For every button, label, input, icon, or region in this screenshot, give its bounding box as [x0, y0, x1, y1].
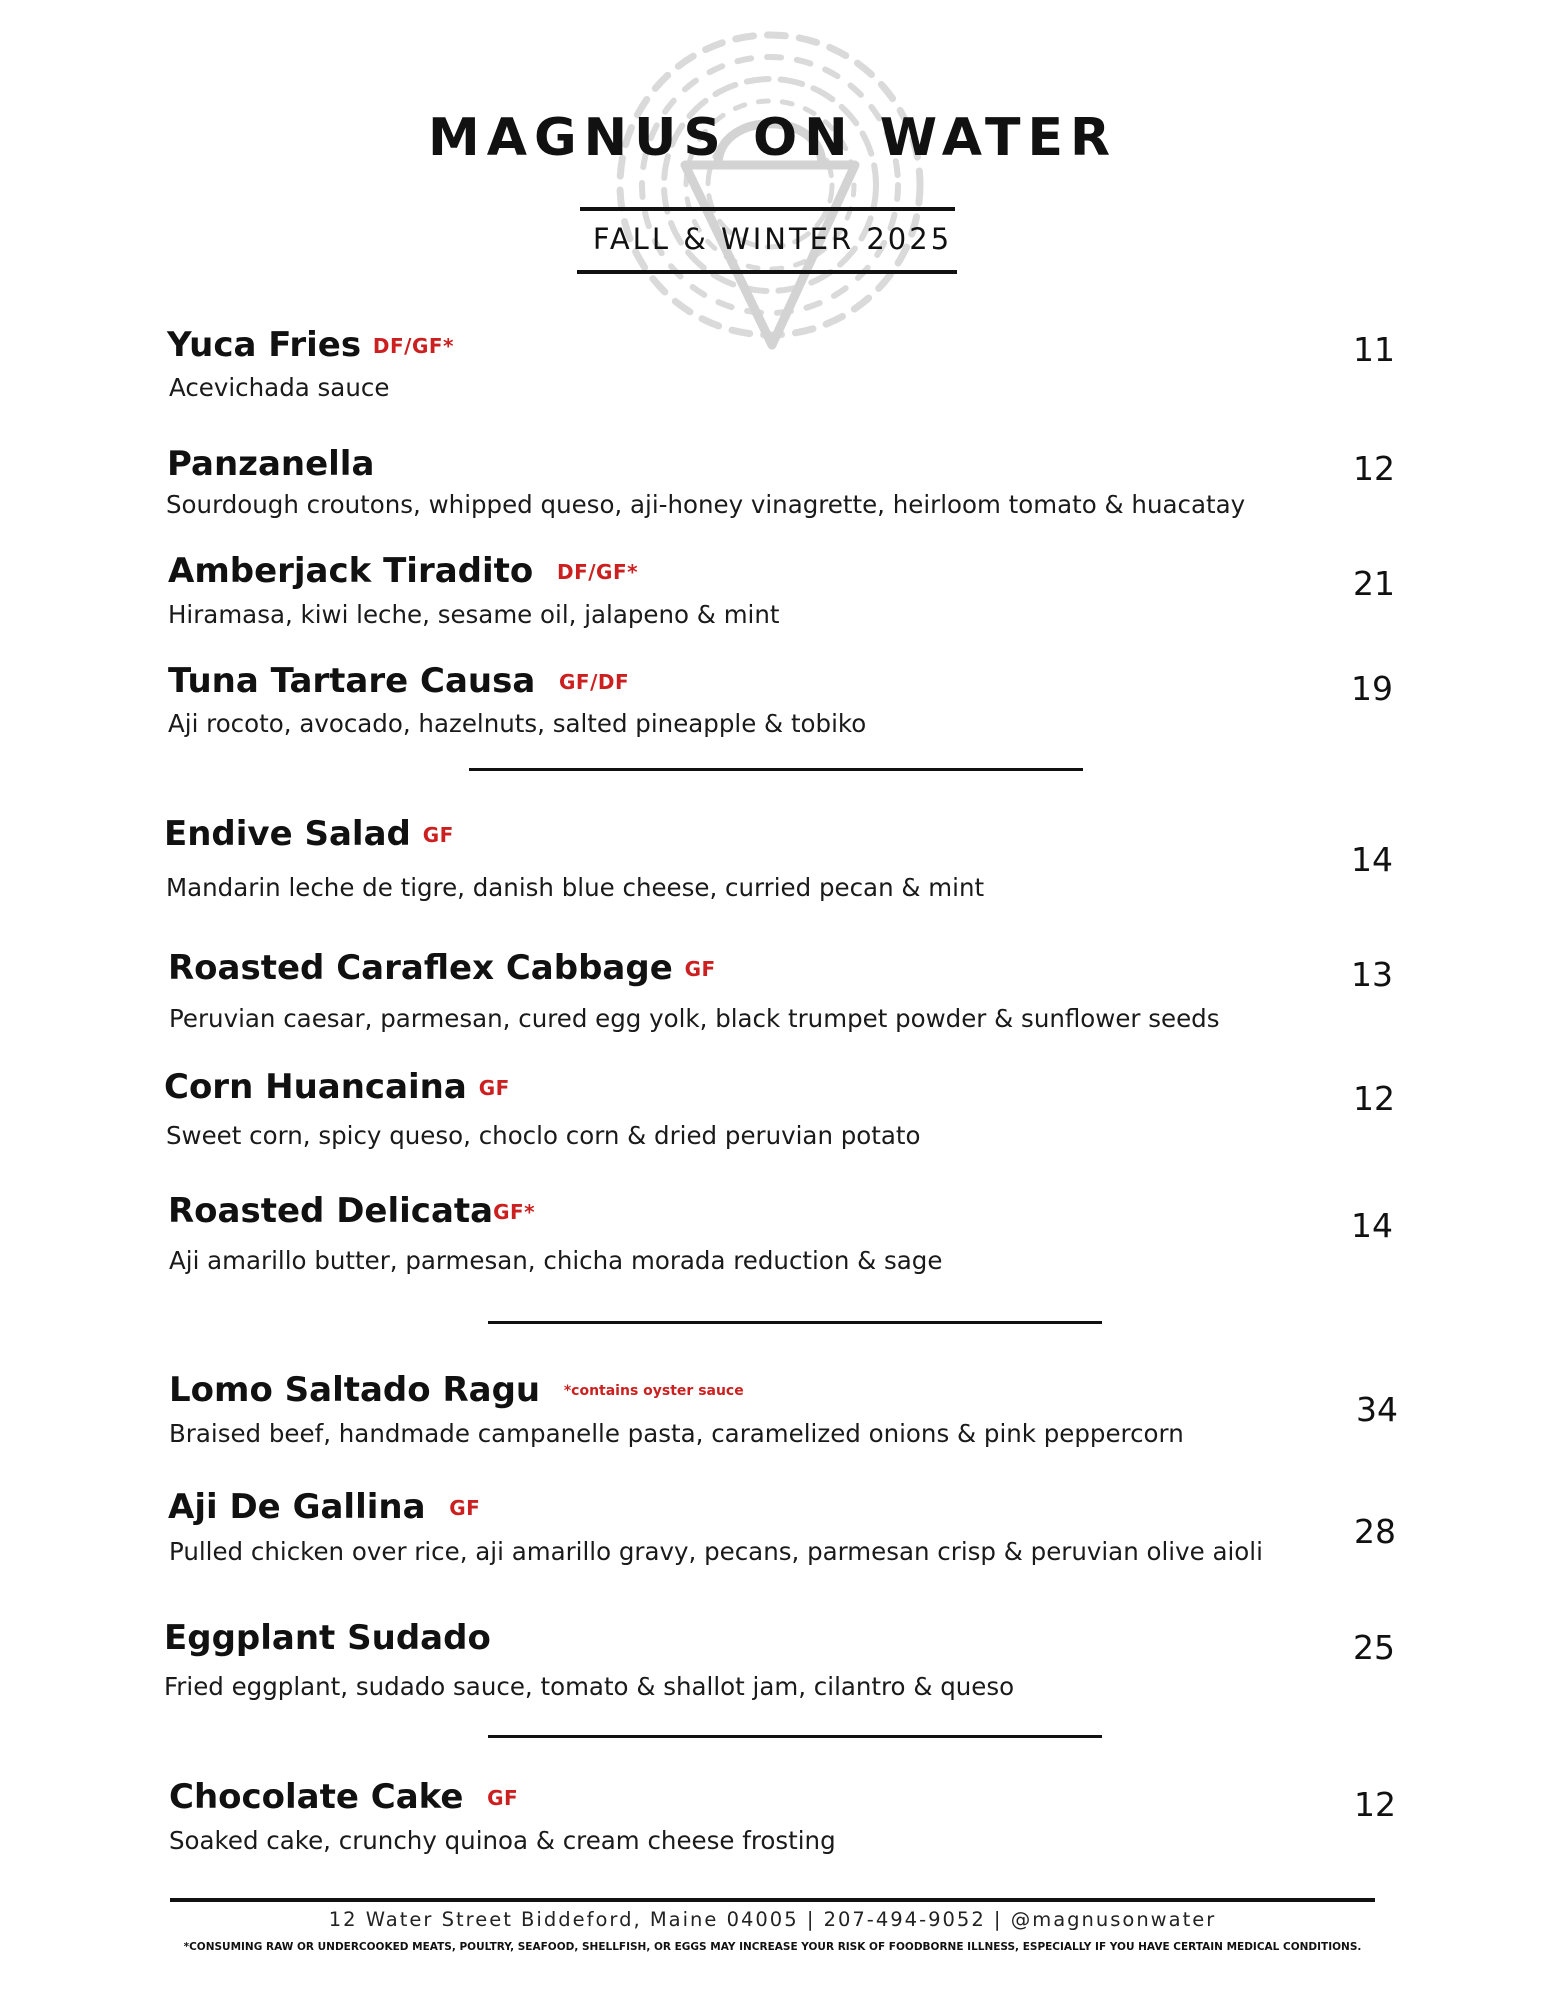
menu-item-name: Tuna Tartare Causa GF/DF	[168, 661, 630, 701]
menu-item-description: Aji rocoto, avocado, hazelnuts, salted pineapple & tobiko	[168, 709, 867, 738]
menu-item-price: 12	[1353, 449, 1395, 488]
menu-item-name: Corn Huancaina GF	[164, 1067, 510, 1107]
menu-item-description: Fried eggplant, sudado sauce, tomato & shallot jam, cilantro & queso	[164, 1672, 1015, 1701]
menu-item-description: Hiramasa, kiwi leche, sesame oil, jalapeno & mint	[168, 600, 780, 629]
menu-item-name: Roasted Caraflex Cabbage GF	[168, 948, 716, 988]
dietary-tag: GF	[487, 1786, 519, 1810]
dietary-tag: GF/DF	[559, 670, 630, 694]
menu-item-name: Lomo Saltado Ragu *contains oyster sauce	[169, 1370, 744, 1410]
footer-address: 12 Water Street Biddeford, Maine 04005 | 207-494-9052 | @magnusonwater	[328, 1908, 1217, 1931]
menu-item-price: 11	[1353, 330, 1395, 369]
menu-item-price: 34	[1356, 1390, 1398, 1429]
menu-item-name: Eggplant Sudado	[164, 1618, 491, 1658]
section-divider	[469, 768, 1083, 771]
menu-item-price: 12	[1353, 1079, 1395, 1118]
season-subtitle: FALL & WINTER 2025	[592, 222, 953, 256]
header-rule-bottom	[577, 270, 957, 274]
menu-item-name: Roasted DelicataGF*	[168, 1191, 536, 1231]
menu-item-price: 13	[1351, 955, 1393, 994]
footer-rule	[170, 1898, 1375, 1902]
menu-item-price: 14	[1351, 840, 1393, 879]
menu-item-name: Yuca Fries DF/GF*	[167, 325, 455, 365]
header-rule-top	[580, 207, 955, 211]
dietary-tag: DF/GF*	[556, 560, 639, 584]
dietary-tag: GF	[449, 1496, 481, 1520]
menu-item-name: Endive Salad GF	[164, 814, 454, 854]
section-divider	[488, 1735, 1102, 1738]
dietary-tag: GF	[478, 1076, 510, 1100]
menu-item-price: 12	[1354, 1785, 1396, 1824]
dietary-tag: GF*	[493, 1200, 536, 1224]
menu-item-price: 14	[1351, 1206, 1393, 1245]
restaurant-title: MAGNUS ON WATER	[427, 108, 1118, 168]
dietary-tag: *contains oyster sauce	[563, 1383, 744, 1399]
menu-item-price: 25	[1353, 1628, 1395, 1667]
menu-item-name: Chocolate Cake GF	[169, 1777, 519, 1817]
dietary-tag: GF	[684, 957, 716, 981]
menu-item-name: Aji De Gallina GF	[168, 1487, 481, 1527]
dietary-tag: GF	[422, 823, 454, 847]
section-divider	[488, 1321, 1102, 1324]
menu-item-description: Mandarin leche de tigre, danish blue cheese, curried pecan & mint	[166, 873, 985, 902]
menu-item-name: Amberjack Tiradito DF/GF*	[168, 551, 639, 591]
menu-item-description: Soaked cake, crunchy quinoa & cream cheese frosting	[169, 1826, 836, 1855]
footer-disclaimer: *CONSUMING RAW OR UNDERCOOKED MEATS, POULTRY, SEAFOOD, SHELLFISH, OR EGGS MAY INCREASE YOUR RISK OF FOODBORNE ILLNESS, ESPECIALLY IF YOU HAVE CERTAIN MEDICAL CONDITIONS.	[183, 1941, 1362, 1953]
dietary-tag: DF/GF*	[372, 334, 455, 358]
menu-item-description: Braised beef, handmade campanelle pasta, caramelized onions & pink peppercorn	[169, 1419, 1184, 1448]
menu-item-description: Acevichada sauce	[169, 373, 390, 402]
menu-item-description: Aji amarillo butter, parmesan, chicha morada reduction & sage	[169, 1246, 943, 1275]
menu-item-description: Peruvian caesar, parmesan, cured egg yolk, black trumpet powder & sunflower seeds	[169, 1004, 1220, 1033]
menu-item-price: 28	[1354, 1512, 1396, 1551]
menu-item-name: Panzanella	[167, 444, 375, 484]
menu-item-description: Sourdough croutons, whipped queso, aji-honey vinagrette, heirloom tomato & huacatay	[166, 490, 1246, 519]
menu-item-price: 21	[1353, 564, 1395, 603]
menu-item-price: 19	[1351, 669, 1393, 708]
menu-item-description: Sweet corn, spicy queso, choclo corn & dried peruvian potato	[166, 1121, 921, 1150]
logo-watermark-icon	[600, 15, 940, 355]
menu-item-description: Pulled chicken over rice, aji amarillo gravy, pecans, parmesan crisp & peruvian olive aioli	[169, 1537, 1263, 1566]
